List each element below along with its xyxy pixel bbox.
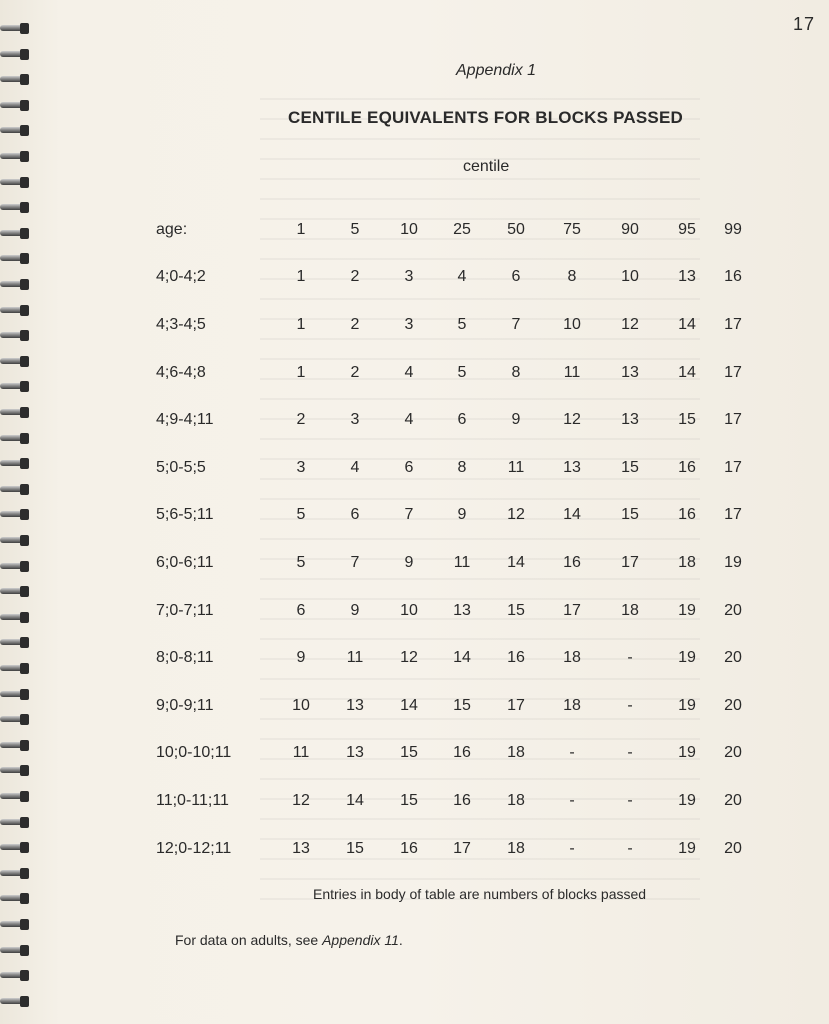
blocks-passed-cell: 12: [507, 506, 525, 524]
blocks-passed-cell: 18: [507, 791, 525, 809]
binding-coil: [0, 688, 30, 702]
blocks-passed-cell: 2: [296, 411, 306, 429]
blocks-passed-cell: 18: [621, 601, 639, 619]
blocks-passed-cell: 12: [621, 315, 639, 333]
age-header: age:: [156, 220, 188, 238]
blocks-passed-cell: 15: [678, 411, 696, 429]
blocks-passed-cell: 20: [724, 696, 742, 714]
binding-coil: [0, 278, 30, 292]
age-range-cell: 9;0-9;11: [156, 696, 214, 714]
blocks-passed-cell: 19: [724, 553, 742, 571]
blocks-passed-cell: 4: [457, 268, 467, 286]
blocks-passed-cell: 13: [453, 601, 471, 619]
blocks-passed-cell: 12: [292, 791, 310, 809]
blocks-passed-cell: -: [627, 744, 633, 762]
centile-header-label: centile: [463, 158, 510, 175]
blocks-passed-cell: 13: [346, 696, 364, 714]
blocks-passed-cell: 5: [457, 363, 467, 381]
blocks-passed-cell: 17: [724, 411, 742, 429]
page-title: CENTILE EQUIVALENTS FOR BLOCKS PASSED: [288, 108, 683, 127]
binding-coil: [0, 380, 30, 394]
blocks-passed-cell: 15: [400, 744, 418, 762]
blocks-passed-cell: 9: [296, 649, 306, 667]
age-range-cell: 4;3-4;5: [156, 315, 206, 333]
centile-header-cell: 99: [724, 220, 742, 238]
spiral-binding: [0, 0, 40, 1024]
blocks-passed-cell: 7: [350, 553, 360, 571]
blocks-passed-cell: 16: [400, 839, 418, 857]
blocks-passed-cell: -: [627, 791, 633, 809]
adult-note-prefix: For data on adults, see: [175, 932, 323, 948]
blocks-passed-cell: 16: [453, 744, 471, 762]
binding-coil: [0, 73, 30, 87]
table-row: [150, 396, 752, 444]
blocks-passed-cell: 12: [563, 411, 581, 429]
blocks-passed-cell: 14: [346, 791, 364, 809]
blocks-passed-cell: 13: [678, 268, 696, 286]
age-range-cell: 6;0-6;11: [156, 553, 214, 571]
blocks-passed-cell: 19: [678, 839, 696, 857]
binding-coil: [0, 995, 30, 1009]
blocks-passed-cell: 17: [563, 601, 581, 619]
blocks-passed-cell: 13: [621, 363, 639, 381]
centile-header-cell: 10: [400, 220, 418, 238]
age-range-cell: 4;6-4;8: [156, 363, 206, 381]
centile-header-cell: 75: [563, 220, 581, 238]
blocks-passed-cell: 3: [350, 411, 360, 429]
blocks-passed-cell: 15: [400, 791, 418, 809]
binding-coil: [0, 176, 30, 190]
blocks-passed-cell: 10: [621, 268, 639, 286]
blocks-passed-cell: 20: [724, 649, 742, 667]
blocks-passed-cell: 3: [404, 315, 414, 333]
centile-header-cell: 25: [453, 220, 471, 238]
age-range-cell: 4;9-4;11: [156, 411, 214, 429]
binding-coil: [0, 611, 30, 625]
blocks-passed-cell: 7: [511, 315, 521, 333]
blocks-passed-cell: 14: [563, 506, 581, 524]
blocks-passed-cell: 17: [621, 553, 639, 571]
age-range-cell: 8;0-8;11: [156, 649, 214, 667]
blocks-passed-cell: 5: [457, 315, 467, 333]
blocks-passed-cell: 5: [296, 553, 306, 571]
table-body: [150, 254, 752, 873]
blocks-passed-cell: 19: [678, 601, 696, 619]
blocks-passed-cell: 5: [296, 506, 306, 524]
binding-coil: [0, 969, 30, 983]
binding-coil: [0, 432, 30, 446]
binding-coil: [0, 585, 30, 599]
blocks-passed-cell: -: [569, 744, 575, 762]
blocks-passed-cell: 18: [507, 839, 525, 857]
blocks-passed-cell: 2: [350, 363, 360, 381]
blocks-passed-cell: 20: [724, 839, 742, 857]
blocks-passed-cell: 13: [563, 458, 581, 476]
binding-coil: [0, 22, 30, 36]
binding-coil: [0, 508, 30, 522]
blocks-passed-cell: 17: [453, 839, 471, 857]
blocks-passed-cell: 18: [563, 696, 581, 714]
binding-coil: [0, 713, 30, 727]
blocks-passed-cell: 6: [404, 458, 414, 476]
table-footnote: Entries in body of table are numbers of blocks passed: [313, 886, 647, 902]
binding-coil: [0, 662, 30, 676]
table-row: [150, 777, 752, 825]
centile-header-cell: 95: [678, 220, 696, 238]
blocks-passed-cell: 9: [457, 506, 467, 524]
blocks-passed-cell: 17: [724, 506, 742, 524]
table-row: [150, 301, 752, 349]
blocks-passed-cell: 7: [404, 506, 414, 524]
blocks-passed-cell: 20: [724, 791, 742, 809]
blocks-passed-cell: 2: [350, 315, 360, 333]
blocks-passed-cell: 8: [511, 363, 521, 381]
blocks-passed-cell: 8: [567, 268, 577, 286]
binding-coil: [0, 841, 30, 855]
blocks-passed-cell: 13: [621, 411, 639, 429]
blocks-passed-cell: 15: [453, 696, 471, 714]
binding-coil: [0, 790, 30, 804]
centile-header-cell: 50: [507, 220, 525, 238]
binding-coil: [0, 252, 30, 266]
table-row: [150, 634, 752, 682]
blocks-passed-cell: 17: [724, 363, 742, 381]
age-range-cell: 11;0-11;11: [156, 791, 229, 809]
blocks-passed-cell: 16: [563, 553, 581, 571]
page-number: 17: [792, 14, 815, 34]
age-range-cell: 5;6-5;11: [156, 506, 214, 524]
blocks-passed-cell: 19: [678, 744, 696, 762]
blocks-passed-cell: 16: [678, 458, 696, 476]
adult-data-note: [175, 932, 403, 948]
binding-coil: [0, 483, 30, 497]
binding-coil: [0, 918, 30, 932]
binding-coil: [0, 816, 30, 830]
blocks-passed-cell: 11: [453, 553, 471, 571]
table-row: [150, 349, 752, 397]
age-range-cell: 4;0-4;2: [156, 268, 206, 286]
blocks-passed-cell: 4: [404, 411, 414, 429]
binding-coil: [0, 636, 30, 650]
blocks-passed-cell: 15: [621, 458, 639, 476]
table-row: [150, 492, 752, 540]
blocks-passed-cell: -: [569, 839, 575, 857]
table-row: [150, 254, 752, 302]
binding-coil: [0, 867, 30, 881]
blocks-passed-cell: 1: [296, 268, 306, 286]
blocks-passed-cell: 20: [724, 601, 742, 619]
blocks-passed-cell: 14: [453, 649, 471, 667]
binding-coil: [0, 764, 30, 778]
centile-header-cell: 90: [621, 220, 639, 238]
age-range-cell: 12;0-12;11: [156, 839, 232, 857]
binding-coil: [0, 355, 30, 369]
blocks-passed-cell: 6: [457, 411, 467, 429]
blocks-passed-cell: 14: [678, 363, 696, 381]
blocks-passed-cell: 10: [400, 601, 418, 619]
blocks-passed-cell: 18: [678, 553, 696, 571]
table-row: [150, 730, 752, 778]
binding-coil: [0, 150, 30, 164]
binding-coil: [0, 99, 30, 113]
blocks-passed-cell: 9: [404, 553, 414, 571]
appendix-reference: Appendix 11: [322, 932, 399, 948]
age-range-cell: 10;0-10;11: [156, 744, 232, 762]
adult-note-suffix: .: [398, 932, 403, 948]
blocks-passed-cell: 11: [292, 744, 310, 762]
blocks-passed-cell: 15: [346, 839, 364, 857]
blocks-passed-cell: 2: [350, 268, 360, 286]
blocks-passed-cell: 9: [350, 601, 360, 619]
blocks-passed-cell: 1: [296, 363, 306, 381]
blocks-passed-cell: 6: [350, 506, 360, 524]
age-range-cell: 5;0-5;5: [156, 458, 206, 476]
blocks-passed-cell: -: [627, 649, 633, 667]
blocks-passed-cell: 17: [724, 315, 742, 333]
blocks-passed-cell: 13: [292, 839, 310, 857]
binding-coil: [0, 304, 30, 318]
binding-coil: [0, 739, 30, 753]
blocks-passed-cell: 8: [457, 458, 467, 476]
blocks-passed-cell: 20: [724, 744, 742, 762]
blocks-passed-cell: 18: [507, 744, 525, 762]
binding-coil: [0, 534, 30, 548]
blocks-passed-cell: 16: [453, 791, 471, 809]
blocks-passed-cell: 9: [511, 411, 521, 429]
binding-coil: [0, 892, 30, 906]
blocks-passed-cell: 6: [296, 601, 306, 619]
blocks-passed-cell: 14: [400, 696, 418, 714]
table-row: [150, 587, 752, 635]
binding-coil: [0, 329, 30, 343]
blocks-passed-cell: 6: [511, 268, 521, 286]
blocks-passed-cell: 10: [292, 696, 310, 714]
blocks-passed-cell: 4: [404, 363, 414, 381]
blocks-passed-cell: 10: [563, 315, 581, 333]
centile-header-cell: 1: [296, 220, 306, 238]
blocks-passed-cell: 3: [296, 458, 306, 476]
blocks-passed-cell: 15: [507, 601, 525, 619]
binding-coil: [0, 48, 30, 62]
blocks-passed-cell: 16: [724, 268, 742, 286]
blocks-passed-cell: 19: [678, 696, 696, 714]
blocks-passed-cell: 18: [563, 649, 581, 667]
binding-coil: [0, 560, 30, 574]
blocks-passed-cell: 15: [621, 506, 639, 524]
age-range-cell: 7;0-7;11: [156, 601, 214, 619]
binding-coil: [0, 227, 30, 241]
blocks-passed-cell: 3: [404, 268, 414, 286]
blocks-passed-cell: 13: [346, 744, 364, 762]
appendix-label: Appendix 1: [456, 62, 537, 79]
blocks-passed-cell: 14: [507, 553, 525, 571]
table-row: [150, 539, 752, 587]
blocks-passed-cell: -: [569, 791, 575, 809]
table-row: [150, 682, 752, 730]
blocks-passed-cell: 4: [350, 458, 360, 476]
binding-coil: [0, 406, 30, 420]
blocks-passed-cell: 11: [563, 363, 581, 381]
binding-coil: [0, 201, 30, 215]
centile-table: [150, 206, 752, 872]
blocks-passed-cell: 14: [678, 315, 696, 333]
blocks-passed-cell: 1: [296, 315, 306, 333]
blocks-passed-cell: 16: [678, 506, 696, 524]
blocks-passed-cell: 17: [507, 696, 525, 714]
binding-coil: [0, 457, 30, 471]
binding-coil: [0, 124, 30, 138]
table-header-row: [150, 206, 752, 254]
blocks-passed-cell: 11: [507, 458, 525, 476]
blocks-passed-cell: -: [627, 696, 633, 714]
table-row: [150, 825, 752, 873]
blocks-passed-cell: 11: [346, 649, 364, 667]
table-row: [150, 444, 752, 492]
blocks-passed-cell: 19: [678, 649, 696, 667]
blocks-passed-cell: 17: [724, 458, 742, 476]
blocks-passed-cell: 19: [678, 791, 696, 809]
blocks-passed-cell: 16: [507, 649, 525, 667]
blocks-passed-cell: 12: [400, 649, 418, 667]
binding-coil: [0, 944, 30, 958]
centile-header-cell: 5: [350, 220, 360, 238]
blocks-passed-cell: -: [627, 839, 633, 857]
